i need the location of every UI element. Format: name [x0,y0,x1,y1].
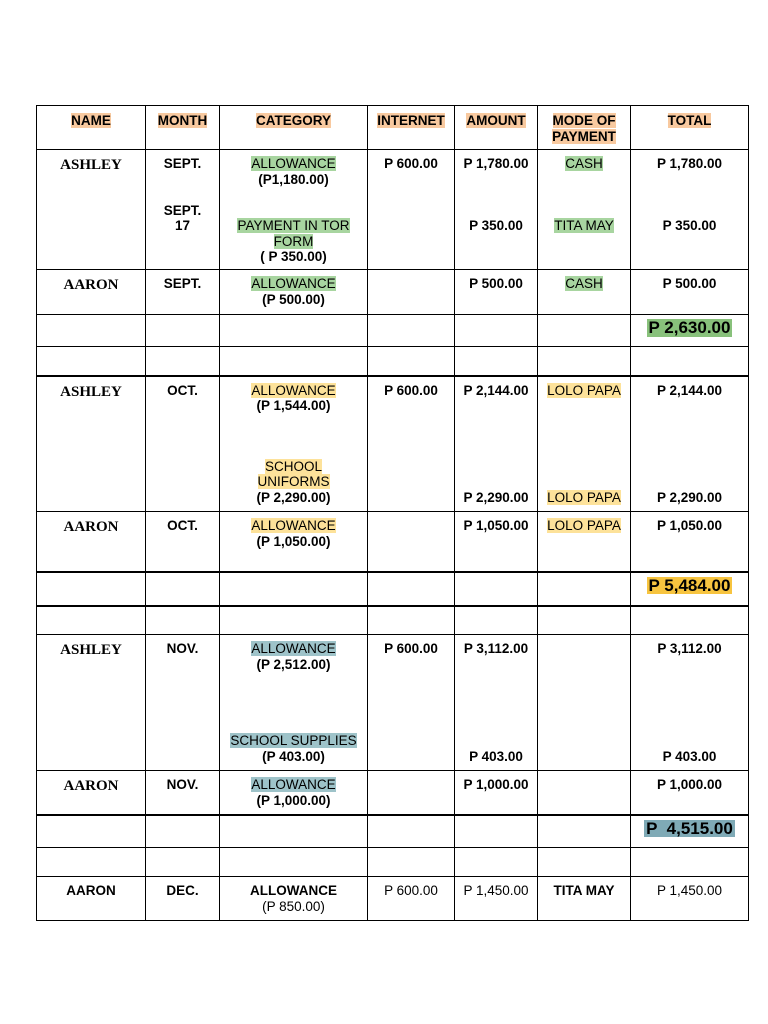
mode-cell: LOLO PAPA LOLO PAPA [538,376,631,512]
month-cell: OCT. [146,512,220,572]
mode-cell: TITA MAY [538,877,631,921]
month-cell: DEC. [146,877,220,921]
category-cell: ALLOWANCE (P 1,050.00) [220,512,368,572]
grand-total-cell [631,315,749,347]
month-cell: SEPT. [146,270,220,315]
table-row [37,635,749,771]
header-month: MONTH [146,106,220,150]
header-amount: AMOUNT [455,106,538,150]
header-total: TOTAL [631,106,749,150]
table-row [37,270,749,315]
amount-cell: P 1,780.00 P 350.00 [455,150,538,270]
header-category: CATEGORY [220,106,368,150]
category-cell: ALLOWANCE (P 2,512.00) SCHOOL SUPPLIES (P 403.00) [220,635,368,771]
total-cell: P 500.00 [631,270,749,315]
mode-cell [538,635,631,771]
category-cell: ALLOWANCE (P 850.00) [220,877,368,921]
subtotal-row [37,572,749,606]
spacer-row [37,848,749,877]
amount-cell: P 2,144.00 P 2,290.00 [455,376,538,512]
category-cell: ALLOWANCE (P 1,544.00) SCHOOL UNIFORMS (P 2,290.00) [220,376,368,512]
table-row [37,512,749,572]
internet-cell: P 600.00 [368,150,455,270]
internet-cell [368,771,455,815]
total-cell: P 1,000.00 [631,771,749,815]
name-cell: ASHLEY [37,150,146,270]
month-cell: SEPT. SEPT. 17 [146,150,220,270]
amount-cell: P 1,450.00 [455,877,538,921]
internet-cell [368,270,455,315]
internet-cell [368,512,455,572]
table-row [37,877,749,921]
subtotal-row [37,315,749,347]
amount-cell: P 1,050.00 [455,512,538,572]
category-cell: ALLOWANCE (P 500.00) [220,270,368,315]
total-cell: P 1,450.00 [631,877,749,921]
spacer-row [37,347,749,376]
internet-cell: P 600.00 [368,877,455,921]
mode-cell: LOLO PAPA [538,512,631,572]
internet-cell: P 600.00 [368,376,455,512]
total-cell: P 2,144.00 P 2,290.00 [631,376,749,512]
mode-cell [538,771,631,815]
nov-grand-total: P 4,515.00 [646,818,733,838]
subtotal-row [37,815,749,848]
table-row [37,150,749,270]
internet-cell: P 600.00 [368,635,455,771]
sept-grand-total: P 2,630.00 [648,318,731,337]
grand-total-cell [631,572,749,606]
category-cell: ALLOWANCE (P1,180.00) PAYMENT IN TOR FORM ( P 350.00) [220,150,368,270]
name-cell: AARON [37,512,146,572]
grand-total-cell [631,815,749,848]
header-name: NAME [37,106,146,150]
table-row [37,376,749,512]
name-cell: ASHLEY [37,376,146,512]
allowance-table [36,105,749,921]
name-cell: AARON [37,270,146,315]
month-cell: NOV. [146,635,220,771]
total-cell: P 1,050.00 [631,512,749,572]
header-internet: INTERNET [368,106,455,150]
header-mode-of-payment: MODE OF PAYMENT [538,106,631,150]
total-cell: P 3,112.00 P 403.00 [631,635,749,771]
mode-cell: CASH [538,270,631,315]
table-row [37,771,749,815]
header-row [37,106,749,150]
mode-cell: CASH TITA MAY [538,150,631,270]
category-cell: ALLOWANCE (P 1,000.00) [220,771,368,815]
name-cell: AARON [37,771,146,815]
amount-cell: P 500.00 [455,270,538,315]
amount-cell: P 3,112.00 P 403.00 [455,635,538,771]
month-cell: OCT. [146,376,220,512]
name-cell: ASHLEY [37,635,146,771]
name-cell: AARON [37,877,146,921]
amount-cell: P 1,000.00 [455,771,538,815]
spacer-row [37,606,749,635]
total-cell: P 1,780.00 P 350.00 [631,150,749,270]
oct-grand-total: P 5,484.00 [648,575,731,595]
month-cell: NOV. [146,771,220,815]
